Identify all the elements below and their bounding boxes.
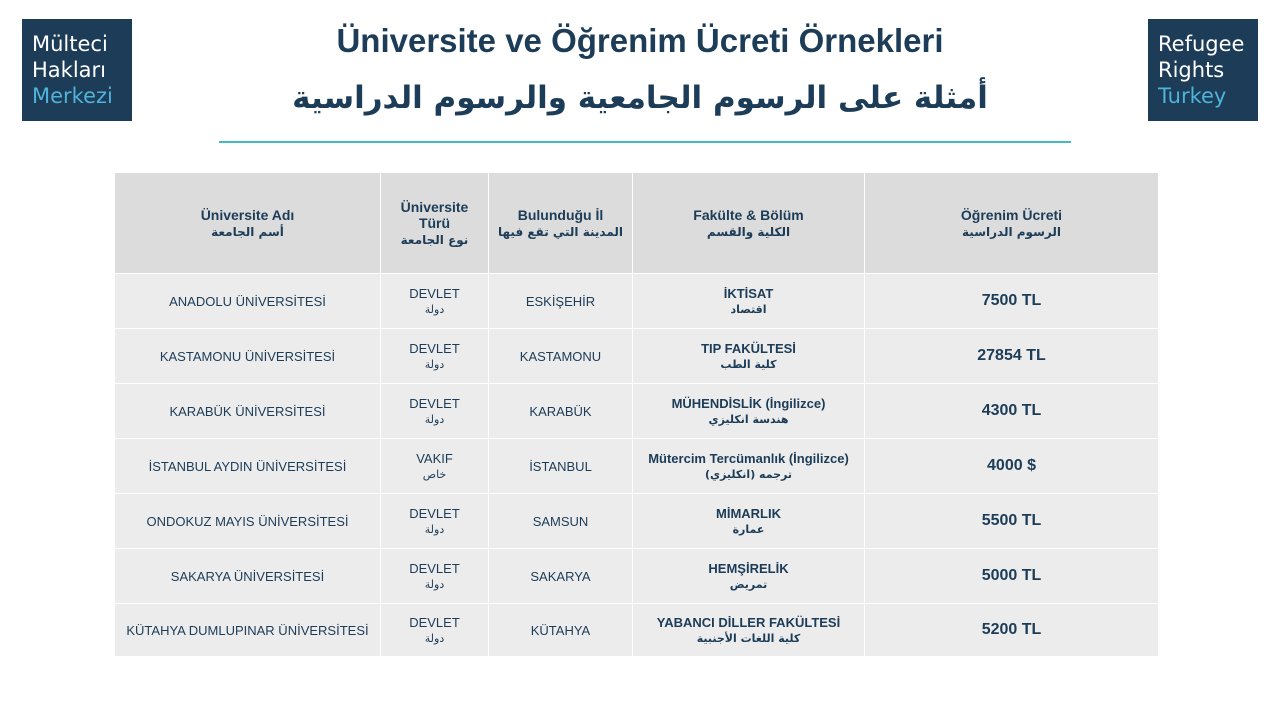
table-row (115, 604, 1159, 657)
cell-type: DEVLET دولة (381, 329, 489, 384)
cell-type: DEVLET دولة (381, 604, 489, 657)
page-title-arabic: أمثلة على الرسوم الجامعية والرسوم الدراسية (292, 80, 988, 116)
cell-university: ANADOLU ÜNİVERSİTESİ (115, 274, 381, 329)
cell-university: KASTAMONU ÜNİVERSİTESİ (115, 329, 381, 384)
table-header-row (115, 173, 1159, 274)
header-faculty: Fakülte & Bölüm الكلية والقسم (633, 173, 865, 274)
cell-university: ONDOKUZ MAYIS ÜNİVERSİTESİ (115, 494, 381, 549)
cell-city: KÜTAHYA (489, 604, 633, 657)
header-city: Bulunduğu İl المدينة التي تقع فيها (489, 173, 633, 274)
table-row (115, 439, 1159, 494)
cell-university: KARABÜK ÜNİVERSİTESİ (115, 384, 381, 439)
logo-multeci-haklari-merkezi (22, 19, 132, 121)
cell-fee: 5000 TL (865, 549, 1159, 604)
header-tuition-fee: Öğrenim Ücreti الرسوم الدراسية (865, 173, 1159, 274)
cell-faculty: Mütercim Tercümanlık (İngilizce) ترجمه (انكليزي) (633, 439, 865, 494)
cell-faculty: İKTİSAT اقتصاد (633, 274, 865, 329)
logo-right-line1: Refugee (1158, 32, 1245, 56)
cell-type: DEVLET دولة (381, 549, 489, 604)
table-row (115, 384, 1159, 439)
cell-fee: 5200 TL (865, 604, 1159, 657)
table-row (115, 494, 1159, 549)
cell-type: VAKIF خاص (381, 439, 489, 494)
logo-refugee-rights-turkey (1148, 19, 1258, 121)
cell-fee: 5500 TL (865, 494, 1159, 549)
logo-right-line3: Turkey (1158, 84, 1227, 108)
cell-type: DEVLET دولة (381, 494, 489, 549)
logo-left-line3: Merkezi (32, 84, 113, 108)
table-row (115, 549, 1159, 604)
table-row (115, 274, 1159, 329)
cell-city: SAKARYA (489, 549, 633, 604)
cell-faculty: YABANCI DİLLER FAKÜLTESİ كلية اللغات الأجنبية (633, 604, 865, 657)
cell-university: KÜTAHYA DUMLUPINAR ÜNİVERSİTESİ (115, 604, 381, 657)
header-university-name: Üniversite Adı أسم الجامعة (115, 173, 381, 274)
table-row (115, 329, 1159, 384)
cell-type: DEVLET دولة (381, 384, 489, 439)
cell-faculty: MÜHENDİSLİK (İngilizce) هندسة انكليزي (633, 384, 865, 439)
university-fees-table (114, 172, 1159, 657)
logo-right-line2: Rights (1158, 58, 1225, 82)
cell-city: ESKİŞEHİR (489, 274, 633, 329)
cell-faculty: TIP FAKÜLTESİ كلية الطب (633, 329, 865, 384)
cell-fee: 4300 TL (865, 384, 1159, 439)
cell-university: SAKARYA ÜNİVERSİTESİ (115, 549, 381, 604)
cell-type: DEVLET دولة (381, 274, 489, 329)
cell-city: KASTAMONU (489, 329, 633, 384)
cell-faculty: HEMŞİRELİK تمريض (633, 549, 865, 604)
cell-city: SAMSUN (489, 494, 633, 549)
cell-fee: 4000 $ (865, 439, 1159, 494)
cell-fee: 27854 TL (865, 329, 1159, 384)
header-university-type: Üniversite Türü نوع الجامعة (381, 173, 489, 274)
cell-university: İSTANBUL AYDIN ÜNİVERSİTESİ (115, 439, 381, 494)
title-divider (219, 141, 1071, 143)
cell-faculty: MİMARLIK عمارة (633, 494, 865, 549)
logo-left-line1: Mülteci (32, 32, 108, 56)
cell-fee: 7500 TL (865, 274, 1159, 329)
logo-left-line2: Hakları (32, 58, 106, 82)
cell-city: KARABÜK (489, 384, 633, 439)
cell-city: İSTANBUL (489, 439, 633, 494)
page-title-turkish: Üniversite ve Öğrenim Ücreti Örnekleri (336, 22, 944, 59)
